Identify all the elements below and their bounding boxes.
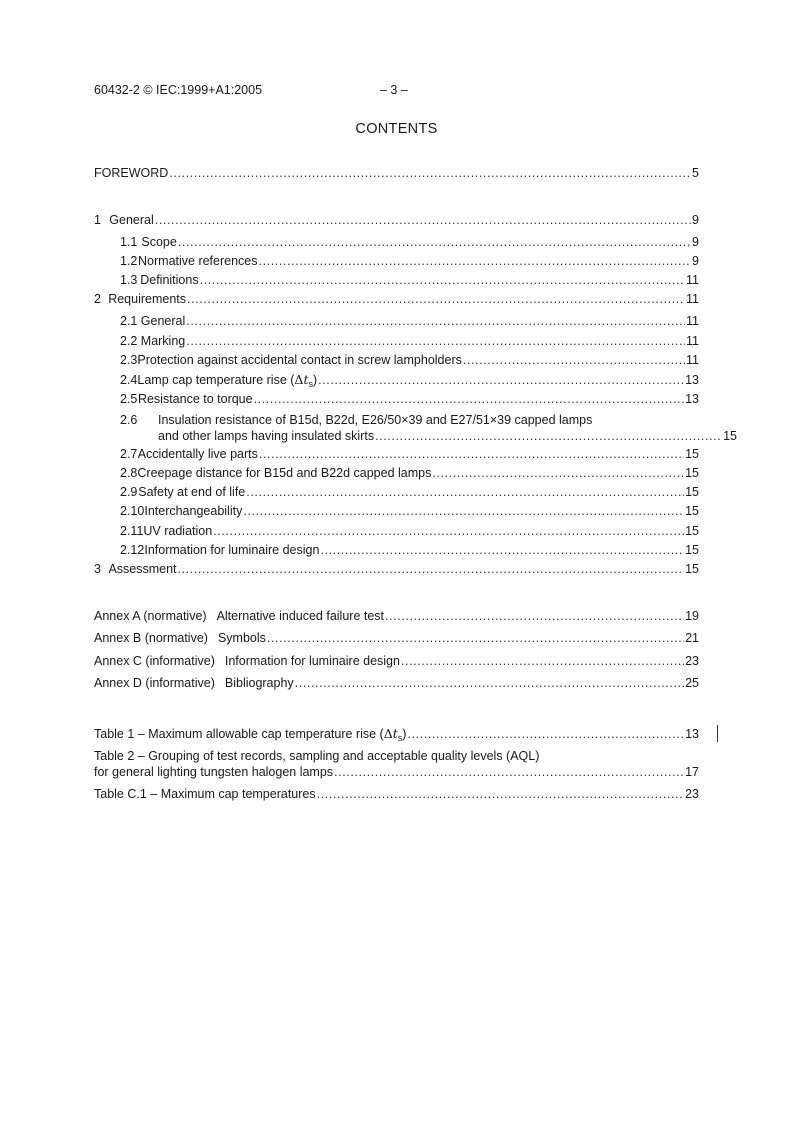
toc-entry-label: Safety at end of life (138, 485, 246, 499)
toc-entry-label: Requirements (108, 292, 187, 306)
annex-title: Symbols (217, 631, 266, 645)
leader-dots (432, 465, 684, 481)
toc-entry-page: 25 (685, 676, 699, 690)
toc-entry-page: 15 (685, 447, 699, 461)
toc-entry-page: 13 (685, 392, 699, 406)
leader-dots (401, 653, 684, 669)
toc-entry-label: Interchangeability (144, 504, 243, 518)
leader-dots (178, 234, 691, 250)
toc-entry-page: 9 (692, 254, 699, 268)
toc-entry-number: 1.2 (120, 254, 138, 268)
toc-entry-number: 2.6 (120, 413, 138, 427)
toc-entry-table[interactable] (94, 726, 699, 742)
leader-dots (259, 446, 684, 462)
page-number: – 3 – (380, 83, 408, 97)
toc-entry-section[interactable] (120, 352, 699, 368)
toc-entry-section[interactable] (120, 313, 699, 329)
table-caption-continued: for general lighting tungsten halogen lamps (94, 765, 334, 779)
page-title: CONTENTS (355, 121, 438, 137)
annex-label: Annex A (normative) (94, 609, 207, 623)
toc-entry-number: 3 (94, 562, 101, 576)
toc-entry-label: Accidentally live parts (137, 447, 258, 461)
toc-entry-number: 2.8 (120, 466, 138, 480)
page-header (94, 83, 699, 99)
toc-entry-page: 15 (723, 429, 737, 443)
toc-entry-number: 2.4 (120, 373, 138, 387)
leader-dots (267, 630, 684, 646)
toc-entry-number: 2.3 (120, 353, 138, 367)
leader-dots (186, 333, 685, 349)
toc-entry-number: 1.3 (120, 273, 138, 287)
toc-entry-number: 1 (94, 213, 101, 227)
toc-entry-page: 13 (685, 727, 699, 741)
toc-entry-label: Normative references (138, 254, 258, 268)
annex-title: Information for luminaire design (224, 654, 400, 668)
leader-dots (186, 313, 685, 329)
toc-entry-section[interactable] (94, 561, 699, 577)
table-caption: Table C.1 – Maximum cap temperatures (94, 787, 316, 801)
toc-entry-section[interactable] (120, 333, 699, 349)
toc-entry-table[interactable] (94, 786, 699, 802)
leader-dots (317, 786, 684, 802)
toc-entry-label: Insulation resistance of B15d, B22d, E26/50×39 and E27/51×39 capped lamps (158, 413, 593, 427)
leader-dots (243, 503, 684, 519)
leader-dots (200, 272, 685, 288)
table-caption: Table 2 – Grouping of test records, sampling and acceptable quality levels (AQL) (94, 749, 540, 763)
toc-entry-label: General (140, 314, 186, 328)
toc-entry-number: 1.1 (120, 235, 138, 249)
toc-entry-section[interactable] (120, 253, 699, 269)
toc-entry-page: 15 (685, 504, 699, 518)
toc-entry-page: 15 (685, 562, 699, 576)
toc-entry-page: 17 (685, 765, 699, 779)
toc-entry-annex[interactable] (94, 675, 699, 691)
leader-dots (178, 561, 685, 577)
toc-entry-label: Resistance to torque (137, 392, 253, 406)
toc-entry-label: Lamp cap temperature rise $(\Delta t_s)$ (137, 372, 318, 389)
revision-change-bar (717, 725, 718, 742)
toc-entry-page: 23 (685, 787, 699, 801)
toc-entry-section[interactable] (120, 412, 737, 444)
toc-entry-page: 11 (686, 314, 699, 328)
annex-title: Alternative induced failure test (216, 609, 385, 623)
toc-entry-section[interactable] (94, 212, 699, 228)
subscript-s: s (397, 733, 403, 743)
leader-dots (463, 352, 685, 368)
toc-entry-page: 13 (685, 373, 699, 387)
toc-entry-page: 15 (685, 485, 699, 499)
toc-entry-number: 2.5 (120, 392, 138, 406)
toc-entry-number: 2.11 (120, 524, 144, 538)
leader-dots (295, 675, 684, 691)
toc-entry-page: 11 (686, 292, 699, 306)
toc-entry-page: 5 (692, 166, 699, 180)
toc-entry-page: 15 (685, 524, 699, 538)
toc-entry-page: 23 (685, 654, 699, 668)
toc-entry-label: Definitions (140, 273, 199, 287)
annex-label: Annex C (informative) (94, 654, 215, 668)
t-symbol: t (303, 372, 309, 387)
toc-entry-annex[interactable] (94, 630, 699, 646)
toc-entry-page: 15 (685, 543, 699, 557)
toc-entry-number: 2.10 (120, 504, 145, 518)
toc-entry-section[interactable] (120, 234, 699, 250)
toc-entry-page: 21 (685, 631, 699, 645)
toc-entry-annex[interactable] (94, 608, 699, 624)
leader-dots (259, 253, 692, 269)
toc-entry-label: FOREWORD (94, 166, 169, 180)
toc-entry-number: 2 (94, 292, 101, 306)
toc-entry-annex[interactable] (94, 653, 699, 669)
toc-entry-section[interactable] (120, 503, 699, 519)
toc-entry-section[interactable] (120, 523, 699, 539)
toc-entry-label: General (109, 213, 154, 227)
toc-entry-page: 9 (692, 235, 699, 249)
leader-dots (187, 291, 685, 307)
toc-entry-number: 2.2 (120, 334, 138, 348)
toc-entry-section[interactable] (120, 484, 699, 500)
leader-dots (246, 484, 684, 500)
annex-label: Annex B (normative) (94, 631, 208, 645)
toc-entry-page: 11 (686, 273, 699, 287)
toc-entry-label: Scope (141, 235, 177, 249)
toc-entry-section[interactable] (120, 446, 699, 462)
leader-dots (385, 608, 684, 624)
toc-entry-section[interactable] (120, 465, 699, 481)
leader-dots (254, 391, 685, 407)
toc-entry-section[interactable] (120, 372, 699, 388)
annex-title: Bibliography (224, 676, 294, 690)
leader-dots (334, 764, 684, 780)
toc-entry-section[interactable] (120, 391, 699, 407)
toc-entry-page: 11 (686, 353, 699, 367)
leader-dots (375, 428, 722, 444)
leader-dots (318, 372, 684, 388)
toc-entry-table[interactable] (94, 748, 699, 780)
toc-entry-number: 2.12 (120, 543, 145, 557)
leader-dots (155, 212, 691, 228)
toc-entry-section[interactable] (120, 542, 699, 558)
toc-entry-page: 9 (692, 213, 699, 227)
toc-entry-label: Information for luminaire design (144, 543, 320, 557)
toc-entry-number: 2.9 (120, 485, 138, 499)
toc-entry-label-continued: and other lamps having insulated skirts (158, 429, 375, 443)
annex-label: Annex D (informative) (94, 676, 215, 690)
t-symbol: t (392, 726, 398, 741)
leader-dots (320, 542, 684, 558)
delta-symbol: Δ (294, 372, 304, 387)
toc-entry-page: 11 (686, 334, 699, 348)
toc-entry-section[interactable] (120, 272, 699, 288)
toc-entry-page: 19 (685, 609, 699, 623)
toc-entry-label: Assessment (108, 562, 177, 576)
document-reference: 60432-2 © IEC:1999+A1:2005 (94, 83, 263, 97)
toc-entry-page: 15 (685, 466, 699, 480)
leader-dots (407, 726, 684, 742)
toc-entry-label: UV radiation (143, 524, 213, 538)
toc-entry-number: 2.7 (120, 447, 138, 461)
toc-entry-number: 2.1 (120, 314, 138, 328)
toc-entry-foreword[interactable] (94, 165, 699, 181)
toc-entry-label: Protection against accidental contact in screw lampholders (137, 353, 462, 367)
table-caption: Table 1 – Maximum allowable cap temperature rise $(\Delta t_s)$ (94, 726, 407, 743)
toc-entry-label: Marking (140, 334, 186, 348)
toc-entry-label: Creepage distance for B15d and B22d capped lamps (137, 466, 432, 480)
subscript-s: s (308, 379, 313, 389)
leader-dots (169, 165, 691, 181)
delta-symbol: Δ (383, 726, 393, 741)
leader-dots (213, 523, 684, 539)
toc-entry-section[interactable] (94, 291, 699, 307)
